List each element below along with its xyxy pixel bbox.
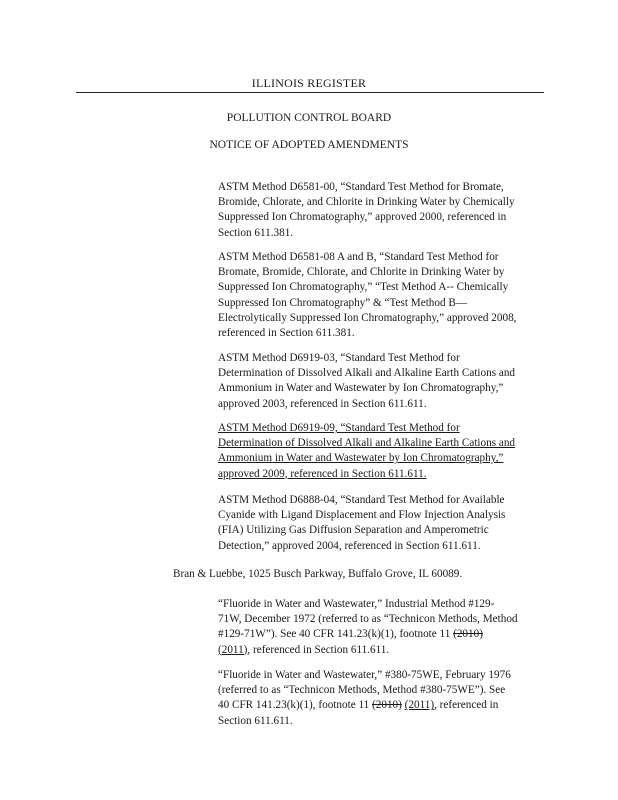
board-name: POLLUTION CONTROL BOARD [226, 112, 392, 124]
header-rule [76, 92, 544, 93]
text-line: Suppressed Ion Chromatography” & “Test Method B— [218, 296, 468, 309]
text-line: Section 611.611. [218, 714, 293, 727]
text-line: Section 611.381. [218, 226, 294, 239]
text-line [218, 627, 518, 642]
text-line: ASTM Method D6581-00, “Standard Test Method for Bromate, [218, 181, 504, 193]
text-line: (FIA) Utilizing Gas Diffusion Separation and Amperometric [218, 524, 489, 537]
text-line: “Fluoride in Water and Wastewater,” Industrial Method #129- [218, 598, 495, 610]
inserted-year: (2011) [218, 643, 248, 656]
text-run: 40 CFR 141.23(k)(1), footnote 11 [218, 699, 373, 712]
text-line: ASTM Method D6919-03, “Standard Test Method for [218, 352, 460, 364]
register-title: ILLINOIS REGISTER [251, 76, 367, 90]
text-line: Bran & Luebbe, 1025 Busch Parkway, Buffalo Grove, IL 60089. [173, 568, 463, 580]
text-line: Determination of Dissolved Alkali and Alkaline Earth Cations and [218, 367, 516, 380]
text-line: Bromide, Chlorate, and Chlorite in Drinking Water by Chemically [218, 196, 515, 209]
deleted-year: (2010) [372, 699, 402, 712]
text-line [218, 698, 511, 713]
text-run: #129-71W”). See 40 CFR 141.23(k)(1), footnote 11 [218, 628, 454, 641]
text-line: referenced in Section 611.381. [218, 327, 355, 340]
text-line: Suppressed Ion Chromatography,” approved 2000, referenced in [218, 211, 507, 224]
notice-title: NOTICE OF ADOPTED AMENDMENTS [209, 139, 409, 151]
text-line: ASTM Method D6888-04, “Standard Test Method for Available [218, 494, 505, 506]
astm-d6581-08-entry [218, 250, 516, 341]
fluoride-129-71w-entry [218, 597, 518, 658]
text-line: Ammonium in Water and Wastewater by Ion Chromatography,” [218, 452, 504, 465]
inserted-year: (2011) [404, 699, 435, 712]
deleted-year: (2010) [453, 628, 483, 641]
text-line: “Fluoride in Water and Wastewater,” #380-75WE, February 1976 [218, 669, 511, 681]
astm-d6888-04-entry [218, 493, 505, 554]
text-line: Cyanide with Ligand Displacement and Flow Injection Analysis [218, 509, 506, 522]
text-line: (referred to as “Technicon Methods, Method #380-75WE”). See [218, 684, 506, 697]
astm-d6581-00-entry [218, 180, 515, 241]
astm-d6919-09-entry [218, 421, 515, 482]
text-line: approved 2009, referenced in Section 611.611. [218, 467, 427, 480]
text-line: Bromate, Bromide, Chlorate, and Chlorite in Drinking Water by [218, 266, 505, 279]
fluoride-380-75we-entry [218, 668, 511, 729]
text-line: Detection,” approved 2004, referenced in Section 611.611. [218, 539, 481, 552]
text-line: Determination of Dissolved Alkali and Alkaline Earth Cations and [218, 437, 516, 450]
astm-d6919-03-entry [218, 351, 515, 412]
text-run: , referenced in [434, 699, 499, 712]
text-line: approved 2003, referenced in Section 611.611. [218, 397, 427, 410]
text-line: Ammonium in Water and Wastewater by Ion Chromatography,” [218, 382, 504, 395]
text-line: ASTM Method D6581-08 A and B, “Standard Test Method for [218, 251, 499, 263]
text-line: Suppressed Ion Chromatography,” “Test Method A-- Chemically [218, 281, 509, 294]
text-line: 71W, December 1972 (referred to as “Technicon Methods, Method [218, 613, 518, 626]
bran-luebbe-address [173, 567, 462, 582]
text-line [218, 643, 518, 658]
text-line: ASTM Method D6919-09, “Standard Test Method for [218, 422, 460, 434]
text-run: , referenced in Section 611.611. [247, 643, 390, 656]
text-line: Electrolytically Suppressed Ion Chromatography,” approved 2008, [218, 311, 517, 324]
